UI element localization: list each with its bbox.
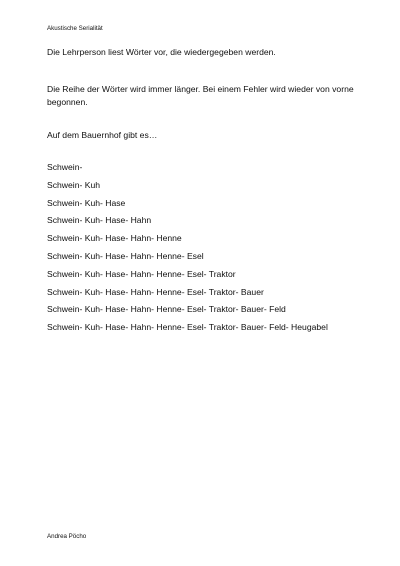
word-row: Schwein- Kuh- Hase- Hahn- Henne- Esel- Traktor- Bauer [47,286,264,297]
word-row: Schwein- Kuh- Hase- Hahn- Henne- Esel- Traktor- Bauer- Feld [47,304,286,315]
word-sequence-list [47,161,328,339]
page-footer-author: Andrea Pöcho [47,533,87,540]
instruction-paragraph-1: Die Lehrperson liest Wörter vor, die wiedergegeben werden. [47,47,276,57]
word-row: Schwein- Kuh- Hase- Hahn- Henne- Esel- Traktor- Bauer- Feld- Heugabel [47,322,328,333]
word-row: Schwein- Kuh- Hase- Hahn- Henne [47,233,182,244]
word-row: Schwein- Kuh- Hase- Hahn- Henne- Esel- Traktor [47,268,236,279]
word-row: Schwein- Kuh- Hase- Hahn [47,215,152,226]
page-header: Akustische Serialität [47,25,103,32]
word-row: Schwein- Kuh- Hase [47,197,126,208]
instruction-paragraph-3: Auf dem Bauernhof gibt es… [47,130,158,140]
word-row: Schwein- [47,162,83,172]
instruction-paragraph-2: Die Reihe der Wörter wird immer länger. Bei einem Fehler wird wieder von vorne begonnen. [47,84,354,107]
word-row: Schwein- Kuh- Hase- Hahn- Henne- Esel [47,250,204,261]
word-row: Schwein- Kuh [47,179,101,190]
